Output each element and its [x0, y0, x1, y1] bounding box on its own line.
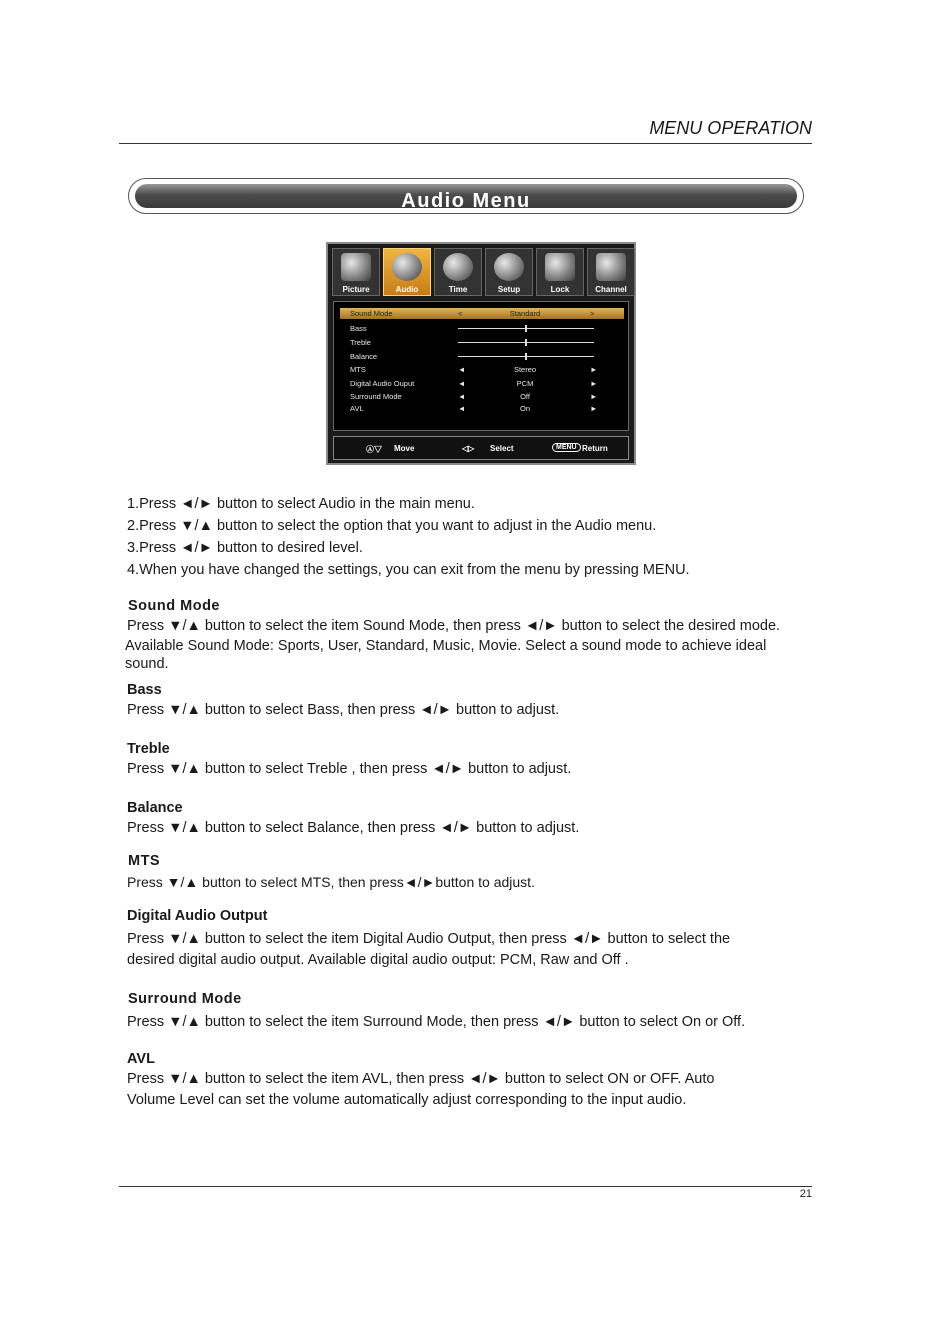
right-arrow-icon: ►: [590, 365, 598, 374]
bass-line-1: Press ▼/▲ button to select Bass, then press ◄/► button to adjust.: [127, 702, 560, 718]
avl-line-2: Volume Level can set the volume automatically adjust corresponding to the input audio.: [127, 1092, 687, 1108]
left-arrow-icon: ◄: [458, 392, 466, 401]
avl-line-1: Press ▼/▲ button to select the item AVL, then press ◄/► button to select ON or OFF. Auto: [127, 1071, 715, 1087]
heading-balance: Balance: [127, 800, 183, 816]
header-rule: [119, 143, 812, 144]
up-down-icon: Ⓐ▽: [366, 445, 382, 454]
section-banner: [128, 178, 804, 214]
heading-mts: MTS: [128, 853, 161, 869]
step-3: 3.Press ◄/► button to desired level.: [127, 540, 363, 556]
right-arrow-icon: ►: [590, 379, 598, 388]
lock-icon: [545, 253, 575, 281]
left-right-icon: ◁▷: [462, 444, 475, 453]
sound-mode-line-3: sound.: [125, 656, 169, 672]
treble-line-1: Press ▼/▲ button to select Treble , then press ◄/► button to adjust.: [127, 761, 572, 777]
tab-time: Time: [434, 248, 482, 296]
menu-item-digital-audio-output: Digital Audio Ouput ◄ PCM ►: [350, 379, 598, 388]
menu-key-icon: MENU: [552, 443, 581, 452]
heading-sound-mode: Sound Mode: [128, 598, 220, 614]
banner-title: Audio Menu: [401, 190, 531, 212]
menu-item-sound-mode: Sound Mode < Standard >: [340, 308, 624, 319]
tab-audio: Audio: [383, 248, 431, 296]
digital-audio-output-line-2: desired digital audio output. Available digital audio output: PCM, Raw and Off .: [127, 952, 629, 968]
mts-line-1: Press ▼/▲ button to select MTS, then press◄/►button to adjust.: [127, 874, 535, 890]
left-arrow-icon: ◄: [458, 365, 466, 374]
camera-icon: [341, 253, 371, 281]
right-arrow-icon: >: [590, 309, 595, 318]
gear-icon: [494, 253, 524, 281]
tab-lock: Lock: [536, 248, 584, 296]
speaker-icon: [392, 253, 422, 281]
tab-picture: Picture: [332, 248, 380, 296]
tab-channel: Channel: [587, 248, 635, 296]
treble-slider: [458, 342, 594, 343]
surround-mode-line-1: Press ▼/▲ button to select the item Surround Mode, then press ◄/► button to select On or Off.: [127, 1014, 746, 1030]
left-arrow-icon: <: [458, 309, 463, 318]
menu-item-bass: Bass: [340, 323, 624, 334]
menu-footer: Ⓐ▽ Move ◁▷ Select MENU Return: [333, 436, 629, 460]
right-arrow-icon: ►: [590, 404, 598, 413]
menu-tabs: [332, 248, 635, 296]
satellite-icon: [596, 253, 626, 281]
menu-item-treble: Treble: [340, 337, 624, 348]
clock-icon: [443, 253, 473, 281]
left-arrow-icon: ◄: [458, 404, 466, 413]
section-header: MENU OPERATION: [649, 118, 812, 138]
menu-item-balance: Balance: [340, 351, 624, 362]
heading-digital-audio-output: Digital Audio Output: [127, 908, 268, 924]
balance-line-1: Press ▼/▲ button to select Balance, then press ◄/► button to adjust.: [127, 820, 580, 836]
digital-audio-output-line-1: Press ▼/▲ button to select the item Digital Audio Output, then press ◄/► button to select the: [127, 931, 731, 947]
page-number: 21: [799, 1188, 812, 1200]
tab-setup: Setup: [485, 248, 533, 296]
heading-bass: Bass: [127, 682, 162, 698]
bass-slider: [458, 328, 594, 329]
step-1: 1.Press ◄/► button to select Audio in the main menu.: [127, 496, 475, 512]
menu-item-mts: MTS ◄ Stereo ►: [350, 365, 598, 374]
sound-mode-line-2: Available Sound Mode: Sports, User, Standard, Music, Movie. Select a sound mode to achieve ideal: [125, 638, 767, 654]
right-arrow-icon: ►: [590, 392, 598, 401]
footer-rule: [119, 1186, 812, 1187]
step-4: 4.When you have changed the settings, you can exit from the menu by pressing MENU.: [127, 562, 690, 578]
left-arrow-icon: ◄: [458, 379, 466, 388]
menu-item-surround-mode: Surround Mode ◄ Off ►: [350, 392, 598, 401]
balance-slider: [458, 356, 594, 357]
audio-menu-screenshot: [326, 242, 636, 465]
menu-panel: [333, 301, 629, 431]
sound-mode-line-1: Press ▼/▲ button to select the item Sound Mode, then press ◄/► button to select the desired mode.: [127, 618, 781, 634]
heading-treble: Treble: [127, 741, 170, 757]
step-2: 2.Press ▼/▲ button to select the option that you want to adjust in the Audio menu.: [127, 518, 657, 534]
heading-avl: AVL: [127, 1051, 155, 1067]
heading-surround-mode: Surround Mode: [128, 991, 242, 1007]
menu-item-avl: AVL ◄ On ►: [350, 404, 598, 413]
